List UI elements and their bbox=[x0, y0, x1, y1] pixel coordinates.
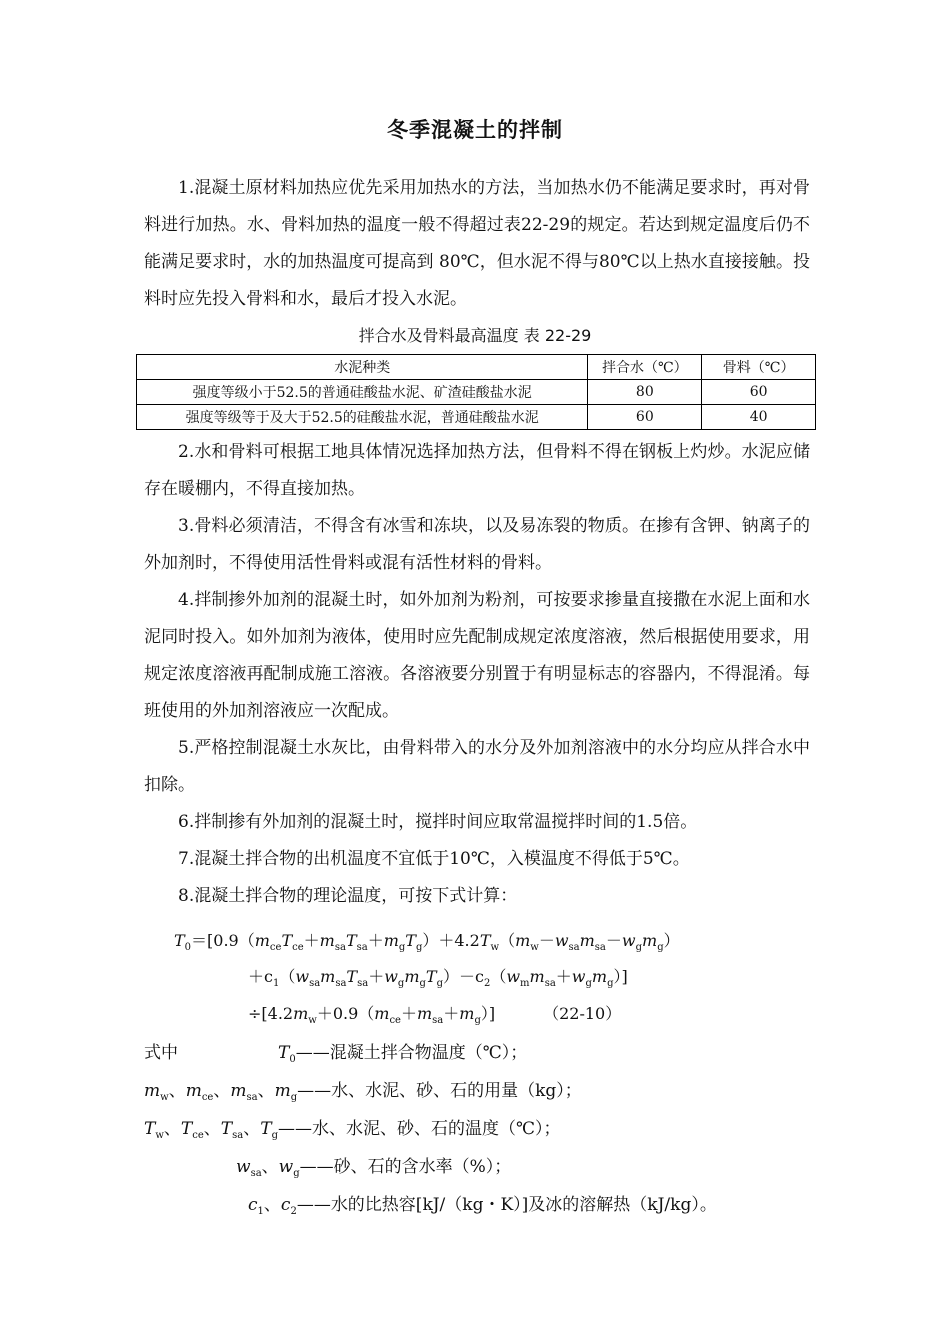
paragraph-2: 2.水和骨料可根据工地具体情况选择加热方法，但骨料不得在钢板上灼炒。水泥应储存在暖棚内，不得直接加热。 bbox=[144, 442, 810, 499]
paragraph-4: 4.拌制掺外加剂的混凝土时，如外加剂为粉剂，可按要求掺量直接撒在水泥上面和水泥同时投入。如外加剂为液体，使用时应先配制成规定浓度溶液，然后根据使用要求，用规定浓度溶液再配制成施工溶液。各溶液要分别置于有明显标志的容器内，不得混淆。每班使用的外加剂溶液应一次配成。 bbox=[144, 590, 810, 721]
paragraph-8: 8.混凝土拌合物的理论温度，可按下式计算： bbox=[178, 886, 518, 906]
table-header-cell: 水泥种类 bbox=[137, 355, 588, 380]
paragraph-5: 5.严格控制混凝土水灰比，由骨料带入的水分及外加剂溶液中的水分均应从拌合水中扣除。 bbox=[144, 738, 810, 795]
temperature-table bbox=[136, 354, 816, 430]
definition-lead: 式中 bbox=[144, 1043, 178, 1063]
paragraph-3: 3.骨料必须清洁，不得含有冰雪和冻块，以及易冻裂的物质。在掺有含钾、钠离子的外加剂时，不得使用活性骨料或混有活性材料的骨料。 bbox=[144, 516, 810, 573]
table-header-cell: 拌合水（℃） bbox=[588, 355, 702, 380]
definition-heat: $c_1$、$c_2——$水的比热容[kJ/（kg・K）]及冰的溶解热（kJ/kg）。 bbox=[248, 1195, 717, 1217]
definition-t0: $T_0——$混凝土拌合物温度（℃）； bbox=[278, 1043, 528, 1065]
paragraph-6: 6.拌制掺有外加剂的混凝土时，搅拌时间应取常温搅拌时间的1.5倍。 bbox=[178, 812, 698, 832]
table-header-cell: 骨料（℃） bbox=[702, 355, 816, 380]
table-cell: 强度等级小于52.5的普通硅酸盐水泥、矿渣硅酸盐水泥 bbox=[137, 380, 588, 405]
table-cell: 60 bbox=[588, 405, 702, 430]
definition-masses: $m_w$、$m_{ce}$、$m_{sa}$、$m_g——$水、水泥、砂、石的用量（kg）； bbox=[144, 1081, 582, 1103]
table-cell: 60 bbox=[702, 380, 816, 405]
definition-moisture: $w_{sa}$、$w_g——$砂、石的含水率（%）； bbox=[236, 1157, 512, 1179]
table-cell: 强度等级等于及大于52.5的硅酸盐水泥，普通硅酸盐水泥 bbox=[137, 405, 588, 430]
paragraph-7: 7.混凝土拌合物的出机温度不宜低于10℃，入模温度不得低于5℃。 bbox=[178, 849, 690, 869]
paragraphs-block bbox=[144, 434, 810, 915]
paragraph-1-block bbox=[144, 170, 810, 318]
definition-temperatures: $T_w$、$T_{ce}$、$T_{sa}$、$T_g——$水、水泥、砂、石的温度（℃）； bbox=[144, 1119, 561, 1141]
formula-number: （22-10） bbox=[543, 1004, 622, 1023]
table-row bbox=[137, 380, 816, 405]
formula-line-2: $+c_1(w_{sa}m_{sa}T_{sa}+w_gm_gT_g)-c_2(w_mm_{sa}+w_gm_g)$] bbox=[248, 967, 628, 989]
table-cell: 80 bbox=[588, 380, 702, 405]
table-caption: 拌合水及骨料最高温度 表 22-29 bbox=[358, 326, 592, 345]
paragraph-1: 1.混凝土原材料加热应优先采用加热水的方法，当加热水仍不能满足要求时，再对骨料进行加热。水、骨料加热的温度一般不得超过表22-29的规定。若达到规定温度后仍不能满足要求时，水的加热温度可提高到 80℃，但水泥不得与80℃以上热水直接接触。投料时应先投入骨料和水，最后才投入水泥。 bbox=[144, 178, 810, 309]
formula-line-3: $\div[4.2m_w+0.9(m_{ce}+m_{sa}+m_g)]$ （22-10） bbox=[248, 1004, 622, 1026]
table-cell: 40 bbox=[702, 405, 816, 430]
table-row bbox=[137, 405, 816, 430]
page-title: 冬季混凝土的拌制 bbox=[387, 118, 563, 142]
table-header-row bbox=[137, 355, 816, 380]
formula-line-1: $T_0=[0.9(m_{ce}T_{ce}+m_{sa}T_{sa}+m_gT_g)+4.2T_w(m_w-w_{sa}m_{sa}-w_gm_g)$ bbox=[174, 931, 680, 953]
